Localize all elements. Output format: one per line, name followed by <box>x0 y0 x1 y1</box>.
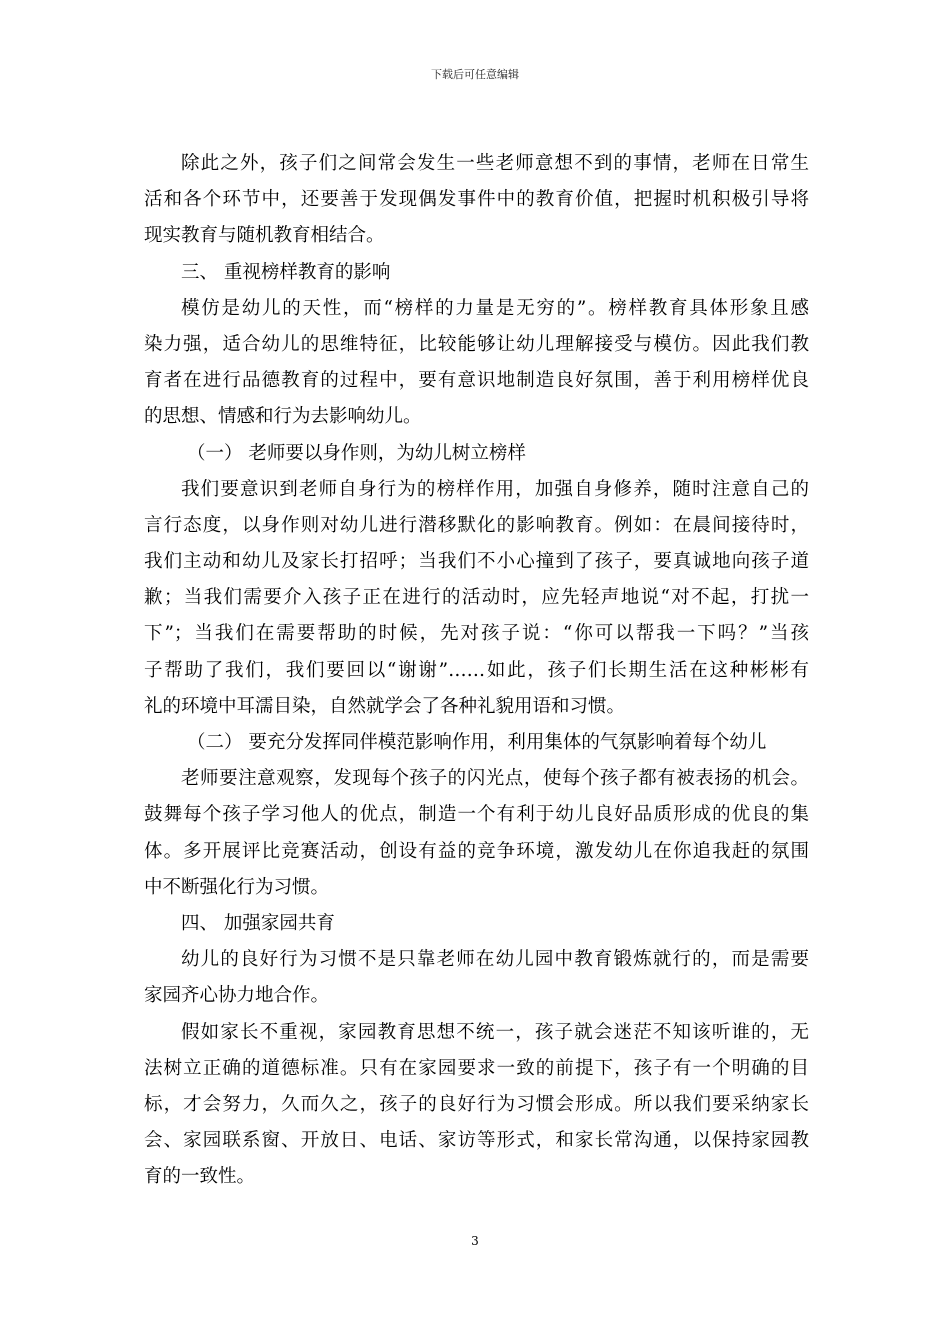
paragraph-line: 染力强，适合幼儿的思维特征，比较能够让幼儿理解接受与模仿。因此我们教 <box>144 333 809 355</box>
paragraph-line: 礼的环境中耳濡目染，自然就学会了各种礼貌用语和习惯。 <box>144 695 626 717</box>
paragraph-line: 体。多开展评比竞赛活动，创设有益的竞争环境，激发幼儿在你追我赶的氛围 <box>144 840 809 862</box>
document-body <box>144 146 809 1195</box>
paragraph-line: 家园齐心协力地合作。 <box>144 985 330 1007</box>
paragraph-line: 我们要意识到老师自身行为的榜样作用，加强自身修养，随时注意自己的 <box>181 478 809 500</box>
paragraph-line: 育者在进行品德教育的过程中，要有意识地制造良好氛围，善于利用榜样优良 <box>144 370 809 392</box>
paragraph-line: 会、家园联系窗、开放日、电话、家访等形式，和家长常沟通，以保持家园教 <box>144 1130 809 1152</box>
page-header: 下载后可任意编辑 <box>431 68 519 81</box>
paragraph-line: 歉；当我们需要介入孩子正在进行的活动时，应先轻声地说“对不起，打扰一 <box>144 587 809 609</box>
paragraph-line: 下”；当我们在需要帮助的时候，先对孩子说：“你可以帮我一下吗？”当孩 <box>144 623 809 645</box>
section-heading: 四、 加强家园共育 <box>181 912 335 934</box>
section-heading: 三、 重视榜样教育的影响 <box>181 261 391 283</box>
paragraph-line: 模仿是幼儿的天性，而“榜样的力量是无穷的”。榜样教育具体形象且感 <box>181 297 809 319</box>
paragraph-line: 老师要注意观察，发现每个孩子的闪光点，使每个孩子都有被表扬的机会。 <box>181 768 809 790</box>
paragraph-line: 现实教育与随机教育相结合。 <box>144 225 385 247</box>
paragraph-line: 标，才会努力，久而久之，孩子的良好行为习惯会形成。所以我们要采纳家长 <box>144 1093 809 1115</box>
subsection-heading: （一） 老师要以身作则，为幼儿树立榜样 <box>187 442 526 464</box>
paragraph-line: 中不断强化行为习惯。 <box>144 876 330 898</box>
paragraph-line: 法树立正确的道德标准。只有在家园要求一致的前提下，孩子有一个明确的目 <box>144 1057 809 1079</box>
paragraph-line: 鼓舞每个孩子学习他人的优点，制造一个有利于幼儿良好品质形成的优良的集 <box>144 804 809 826</box>
paragraph-line: 育的一致性。 <box>144 1166 256 1188</box>
paragraph-line: 言行态度，以身作则对幼儿进行潜移默化的影响教育。例如：在晨间接待时， <box>144 514 809 536</box>
paragraph-line: 我们主动和幼儿及家长打招呼；当我们不小心撞到了孩子，要真诚地向孩子道 <box>144 551 809 573</box>
paragraph-line: 假如家长不重视，家园教育思想不统一，孩子就会迷茫不知该听谁的，无 <box>181 1021 809 1043</box>
page-number: 3 <box>471 1234 479 1248</box>
paragraph-line: 活和各个环节中，还要善于发现偶发事件中的教育价值，把握时机积极引导将 <box>144 189 809 211</box>
paragraph-line: 除此之外，孩子们之间常会发生一些老师意想不到的事情，老师在日常生 <box>181 153 809 174</box>
subsection-heading: （二） 要充分发挥同伴模范影响作用，利用集体的气氛影响着每个幼儿 <box>187 732 767 753</box>
paragraph-line: 幼儿的良好行为习惯不是只靠老师在幼儿园中教育锻炼就行的，而是需要 <box>181 949 809 971</box>
paragraph-line: 子帮助了我们，我们要回以“谢谢”……如此，孩子们长期生活在这种彬彬有 <box>144 659 809 681</box>
paragraph-line: 的思想、情感和行为去影响幼儿。 <box>144 406 422 428</box>
